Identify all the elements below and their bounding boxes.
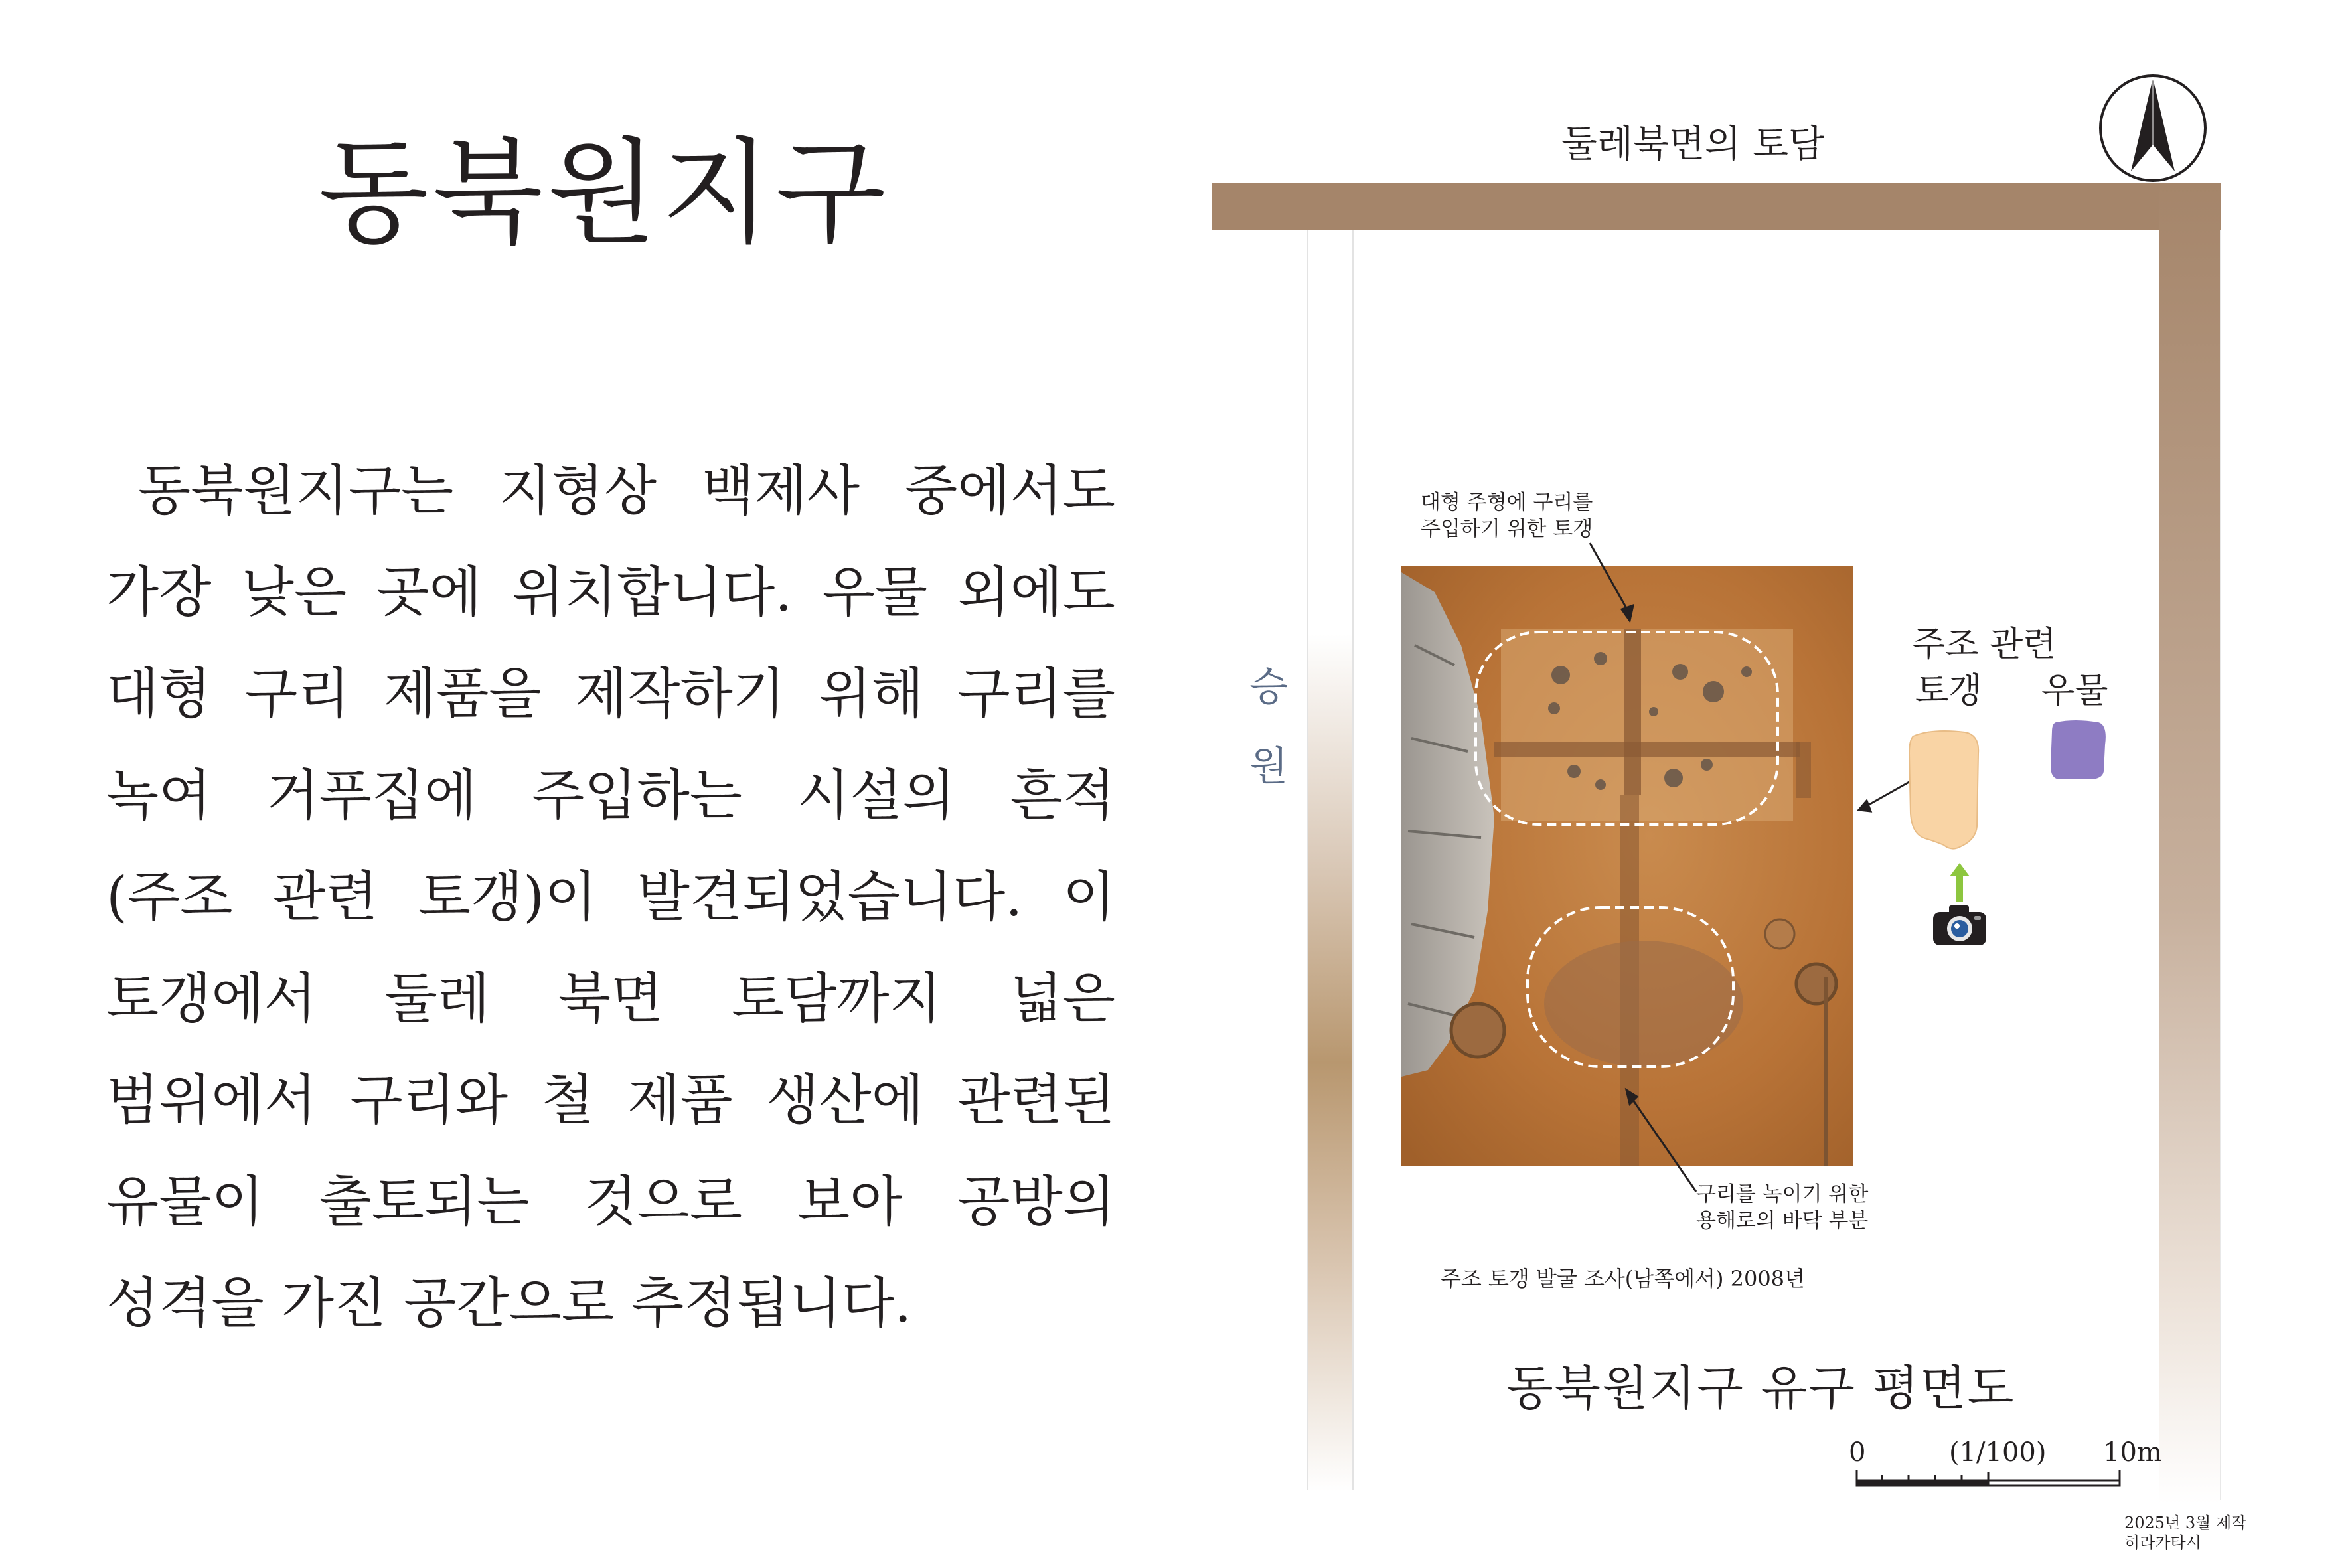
photo-caption: 주조 토갱 발굴 조사(남쪽에서) 2008년	[1441, 1266, 1805, 1291]
scale-start: 0	[1849, 1437, 1866, 1468]
casting-pit-label: 토갱	[1915, 671, 1982, 711]
description-line: 범위에서 구리와 철 제품 생산에 관련된	[106, 1069, 1115, 1132]
photo-callout-pit: 대형 주형에 구리를	[1421, 491, 1593, 514]
photo-callout-furnace: 용해로의 바닥 부분	[1696, 1209, 1869, 1233]
description-line: (주조 관련 토갱)이 발견되었습니다. 이	[106, 866, 1115, 929]
casting-pit-label: 주조 관련	[1912, 625, 2057, 665]
description-line: 가장 낮은 곳에 위치합니다. 우물 외에도	[106, 561, 1115, 624]
well-label: 우물	[2041, 671, 2108, 711]
photo-callout-pit: 주입하기 위한 토갱	[1421, 517, 1593, 541]
north-wall-label: 둘레북면의 토담	[1561, 123, 1825, 166]
description-line: 토갱에서 둘레 북면 토담까지 넓은	[106, 967, 1115, 1030]
description-line: 대형 구리 제품을 제작하기 위해 구리를	[106, 663, 1115, 726]
west-side-label: 원	[1249, 744, 1288, 790]
description-line: 성격을 가진 공간으로 추정됩니다.	[106, 1272, 912, 1335]
up-arrow-icon	[1950, 863, 1970, 902]
north-arrow-icon	[2096, 72, 2209, 185]
scale-ratio: (1/100)	[1949, 1437, 2047, 1468]
credit-date: 2025년 3월 제작	[2124, 1514, 2247, 1532]
camera-icon	[1932, 902, 1988, 947]
west-side-label: 승	[1249, 664, 1288, 710]
photo-callout-furnace: 구리를 녹이기 위한	[1696, 1182, 1869, 1206]
well-shape	[2048, 718, 2108, 781]
plan-title: 동북원지구 유구 평면도	[1507, 1360, 2015, 1416]
casting-pit-shape	[1905, 727, 1985, 853]
scale-end: 10m	[2103, 1437, 2162, 1468]
page-title: 동북원지구	[318, 126, 890, 260]
excavation-photo	[1401, 566, 1853, 1166]
description-line: 동북원지구는 지형상 백제사 중에서도	[138, 459, 1115, 522]
description-line: 녹여 거푸집에 주입하는 시설의 흔적	[106, 764, 1115, 827]
credit-author: 히라카타시	[2124, 1533, 2201, 1552]
description-line: 유물이 출토되는 것으로 보아 공방의	[106, 1170, 1115, 1233]
scale-bar	[1855, 1468, 2121, 1488]
description-text	[106, 451, 1115, 1366]
